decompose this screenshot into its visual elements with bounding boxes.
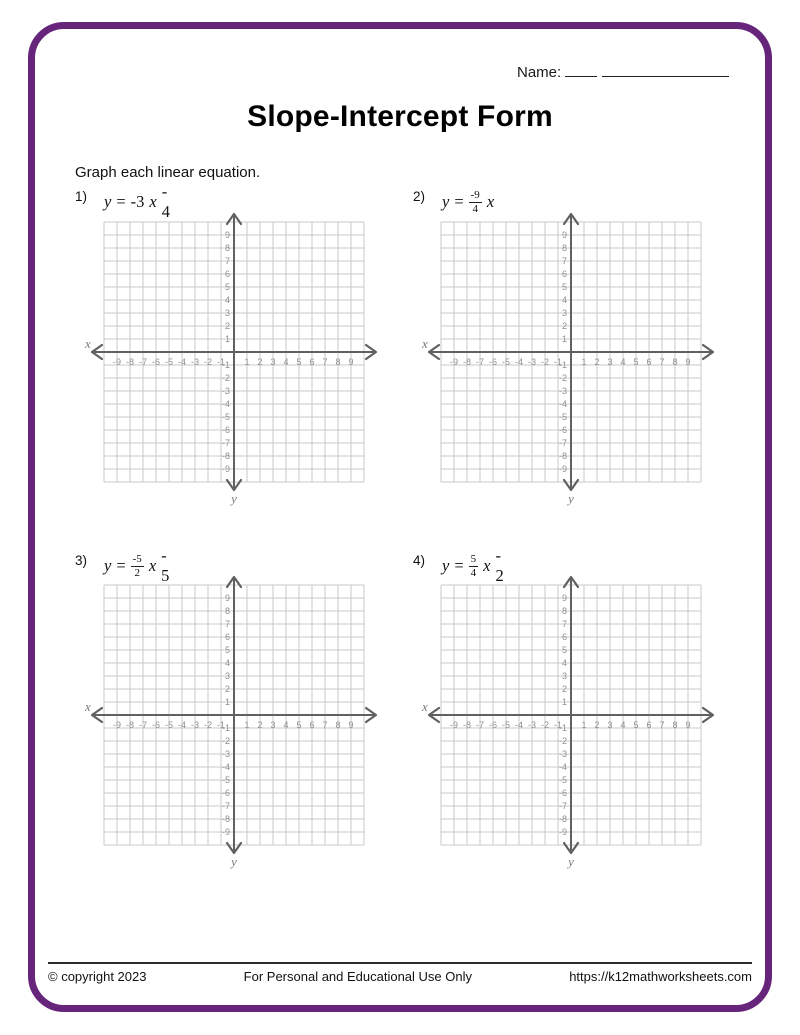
svg-text:-6: -6: [151, 357, 161, 367]
svg-text:x: x: [85, 336, 91, 351]
svg-text:-7: -7: [558, 438, 567, 448]
equals-sign: =: [116, 556, 126, 575]
svg-text:6: 6: [646, 720, 652, 730]
svg-text:-9: -9: [558, 827, 567, 837]
svg-text:9: 9: [348, 357, 354, 367]
svg-text:-3: -3: [190, 357, 200, 367]
equation-var-x: x: [148, 556, 157, 575]
svg-text:-8: -8: [558, 814, 567, 824]
svg-text:7: 7: [659, 357, 665, 367]
svg-text:-5: -5: [501, 720, 511, 730]
svg-text:2: 2: [594, 720, 600, 730]
svg-text:3: 3: [607, 720, 613, 730]
svg-text:4: 4: [620, 357, 626, 367]
coordinate-grid-4: [421, 571, 721, 871]
svg-text:9: 9: [348, 720, 354, 730]
coordinate-grid-3: [84, 571, 384, 871]
svg-text:9: 9: [224, 593, 230, 603]
svg-text:-2: -2: [221, 373, 230, 383]
svg-text:-6: -6: [488, 720, 498, 730]
svg-text:5: 5: [296, 357, 302, 367]
fraction-denominator: 4: [472, 202, 478, 215]
svg-text:-3: -3: [221, 749, 230, 759]
svg-text:-8: -8: [558, 451, 567, 461]
fraction-denominator: 2: [134, 566, 140, 579]
svg-text:-9: -9: [558, 464, 567, 474]
svg-text:1: 1: [581, 357, 587, 367]
svg-text:-9: -9: [112, 357, 122, 367]
svg-text:-3: -3: [527, 720, 537, 730]
svg-text:9: 9: [561, 230, 567, 240]
svg-text:7: 7: [659, 720, 665, 730]
svg-text:9: 9: [685, 720, 691, 730]
svg-text:y: y: [231, 491, 237, 506]
svg-text:6: 6: [561, 269, 567, 279]
svg-text:3: 3: [224, 308, 230, 318]
svg-text:8: 8: [224, 606, 230, 616]
svg-text:6: 6: [224, 632, 230, 642]
svg-text:7: 7: [561, 619, 567, 629]
svg-text:-1: -1: [553, 720, 563, 730]
svg-text:7: 7: [322, 720, 328, 730]
svg-text:-7: -7: [138, 720, 148, 730]
svg-text:-6: -6: [558, 425, 567, 435]
svg-text:-4: -4: [221, 762, 230, 772]
svg-text:4: 4: [561, 658, 567, 668]
svg-text:-1: -1: [221, 360, 230, 370]
svg-text:7: 7: [322, 357, 328, 367]
problem-number: 4): [413, 553, 426, 568]
svg-text:-1: -1: [221, 723, 230, 733]
svg-text:-3: -3: [190, 720, 200, 730]
svg-text:9: 9: [561, 593, 567, 603]
coefficient: -3: [130, 192, 145, 211]
svg-text:5: 5: [633, 720, 639, 730]
website-url: https://k12mathworksheets.com: [569, 969, 752, 984]
problem-number: 1): [75, 189, 88, 204]
svg-text:4: 4: [283, 357, 289, 367]
equation-constant: - 5: [161, 546, 170, 585]
svg-text:-1: -1: [558, 360, 567, 370]
equals-sign: =: [454, 192, 464, 211]
svg-text:8: 8: [335, 720, 341, 730]
svg-text:-3: -3: [527, 357, 537, 367]
svg-text:2: 2: [561, 684, 567, 694]
svg-text:8: 8: [561, 606, 567, 616]
svg-text:-4: -4: [177, 720, 187, 730]
svg-text:4: 4: [561, 295, 567, 305]
svg-text:2: 2: [224, 684, 230, 694]
svg-text:4: 4: [224, 295, 230, 305]
equation-var-y: y: [442, 556, 450, 575]
svg-text:1: 1: [581, 720, 587, 730]
svg-text:x: x: [422, 336, 428, 351]
svg-text:-6: -6: [221, 788, 230, 798]
svg-text:1: 1: [224, 697, 230, 707]
name-row: [517, 62, 729, 81]
coordinate-grid-2: [421, 208, 721, 508]
svg-text:-3: -3: [558, 749, 567, 759]
fraction-denominator: 4: [470, 566, 477, 579]
svg-text:6: 6: [309, 357, 315, 367]
coordinate-grid-1: [84, 208, 384, 508]
svg-text:-7: -7: [475, 357, 485, 367]
page-title: Slope-Intercept Form: [247, 100, 553, 133]
svg-text:5: 5: [561, 645, 567, 655]
svg-text:-6: -6: [488, 357, 498, 367]
svg-text:4: 4: [224, 658, 230, 668]
svg-text:4: 4: [283, 720, 289, 730]
svg-text:7: 7: [224, 256, 230, 266]
svg-text:8: 8: [672, 720, 678, 730]
copyright-text: © copyright 2023: [48, 969, 147, 984]
svg-text:-1: -1: [216, 357, 226, 367]
equation-constant: - 4: [161, 182, 170, 221]
svg-text:-2: -2: [540, 720, 550, 730]
equation-var-y: y: [442, 192, 450, 211]
svg-text:8: 8: [672, 357, 678, 367]
svg-text:x: x: [422, 699, 428, 714]
svg-text:-9: -9: [221, 827, 230, 837]
usage-text: For Personal and Educational Use Only: [243, 969, 473, 984]
svg-text:-5: -5: [164, 357, 174, 367]
svg-text:7: 7: [561, 256, 567, 266]
svg-text:5: 5: [561, 282, 567, 292]
svg-text:8: 8: [561, 243, 567, 253]
svg-text:5: 5: [224, 645, 230, 655]
svg-text:-8: -8: [221, 451, 230, 461]
svg-text:3: 3: [607, 357, 613, 367]
svg-text:-2: -2: [558, 373, 567, 383]
equals-sign: =: [454, 556, 464, 575]
svg-text:3: 3: [270, 720, 276, 730]
fraction-numerator: -5: [132, 552, 142, 565]
svg-text:-5: -5: [164, 720, 174, 730]
svg-text:-5: -5: [501, 357, 511, 367]
svg-text:1: 1: [561, 697, 567, 707]
svg-text:-1: -1: [558, 723, 567, 733]
svg-text:1: 1: [244, 720, 250, 730]
svg-text:1: 1: [244, 357, 250, 367]
svg-text:6: 6: [224, 269, 230, 279]
svg-text:5: 5: [633, 357, 639, 367]
svg-text:3: 3: [561, 671, 567, 681]
svg-text:x: x: [85, 699, 91, 714]
svg-text:8: 8: [335, 357, 341, 367]
svg-text:-4: -4: [221, 399, 230, 409]
svg-text:6: 6: [561, 632, 567, 642]
equals-sign: =: [116, 192, 126, 211]
problem-number: 2): [413, 189, 426, 204]
svg-text:1: 1: [224, 334, 230, 344]
equation-var-x: x: [486, 192, 495, 211]
svg-text:-9: -9: [221, 464, 230, 474]
svg-text:-7: -7: [221, 801, 230, 811]
svg-text:y: y: [568, 491, 574, 506]
svg-text:2: 2: [257, 357, 263, 367]
svg-text:1: 1: [561, 334, 567, 344]
svg-text:9: 9: [224, 230, 230, 240]
svg-text:3: 3: [224, 671, 230, 681]
svg-text:y: y: [231, 854, 237, 869]
svg-text:-8: -8: [125, 357, 135, 367]
svg-text:-7: -7: [558, 801, 567, 811]
instruction-text: Graph each linear equation.: [75, 164, 261, 181]
svg-text:3: 3: [561, 308, 567, 318]
svg-text:2: 2: [224, 321, 230, 331]
svg-text:-2: -2: [540, 357, 550, 367]
svg-text:4: 4: [620, 720, 626, 730]
svg-text:-4: -4: [514, 720, 524, 730]
fraction-numerator: -9: [470, 188, 480, 201]
fraction-numerator: 5: [470, 552, 477, 565]
svg-text:-2: -2: [203, 720, 213, 730]
footer: [48, 969, 752, 984]
svg-text:-4: -4: [558, 399, 567, 409]
equation-var-y: y: [104, 556, 112, 575]
svg-text:-7: -7: [475, 720, 485, 730]
svg-text:-8: -8: [462, 357, 472, 367]
svg-text:5: 5: [296, 720, 302, 730]
svg-text:-3: -3: [558, 386, 567, 396]
problem-number: 3): [75, 553, 88, 568]
svg-text:-2: -2: [558, 736, 567, 746]
svg-text:-7: -7: [221, 438, 230, 448]
svg-text:7: 7: [224, 619, 230, 629]
svg-text:-8: -8: [125, 720, 135, 730]
svg-text:9: 9: [685, 357, 691, 367]
equation-var-x: x: [483, 556, 491, 575]
equation-var-y: y: [104, 192, 112, 211]
svg-text:2: 2: [257, 720, 263, 730]
svg-text:-9: -9: [112, 720, 122, 730]
svg-text:-4: -4: [177, 357, 187, 367]
svg-text:-9: -9: [449, 720, 459, 730]
equation-var-x: x: [149, 192, 157, 211]
name-blank-line: [602, 62, 729, 77]
svg-text:-2: -2: [221, 736, 230, 746]
name-label: Name:: [517, 64, 562, 81]
svg-text:-6: -6: [558, 788, 567, 798]
svg-text:-4: -4: [558, 762, 567, 772]
svg-text:-4: -4: [514, 357, 524, 367]
svg-text:-6: -6: [151, 720, 161, 730]
svg-text:-5: -5: [558, 412, 567, 422]
svg-text:-2: -2: [203, 357, 213, 367]
svg-text:6: 6: [646, 357, 652, 367]
svg-text:-8: -8: [462, 720, 472, 730]
name-blank-line-short: [565, 62, 597, 77]
svg-text:-1: -1: [216, 720, 226, 730]
svg-text:-7: -7: [138, 357, 148, 367]
svg-text:8: 8: [224, 243, 230, 253]
svg-text:-1: -1: [553, 357, 563, 367]
svg-text:6: 6: [309, 720, 315, 730]
svg-text:2: 2: [594, 357, 600, 367]
svg-text:-5: -5: [221, 775, 230, 785]
footer-divider: [48, 962, 752, 964]
svg-text:-5: -5: [558, 775, 567, 785]
svg-text:2: 2: [561, 321, 567, 331]
svg-text:-6: -6: [221, 425, 230, 435]
svg-text:3: 3: [270, 357, 276, 367]
equation-constant: - 2: [495, 546, 504, 585]
svg-text:-9: -9: [449, 357, 459, 367]
svg-text:-5: -5: [221, 412, 230, 422]
svg-text:5: 5: [224, 282, 230, 292]
svg-text:-8: -8: [221, 814, 230, 824]
svg-text:y: y: [568, 854, 574, 869]
svg-text:-3: -3: [221, 386, 230, 396]
